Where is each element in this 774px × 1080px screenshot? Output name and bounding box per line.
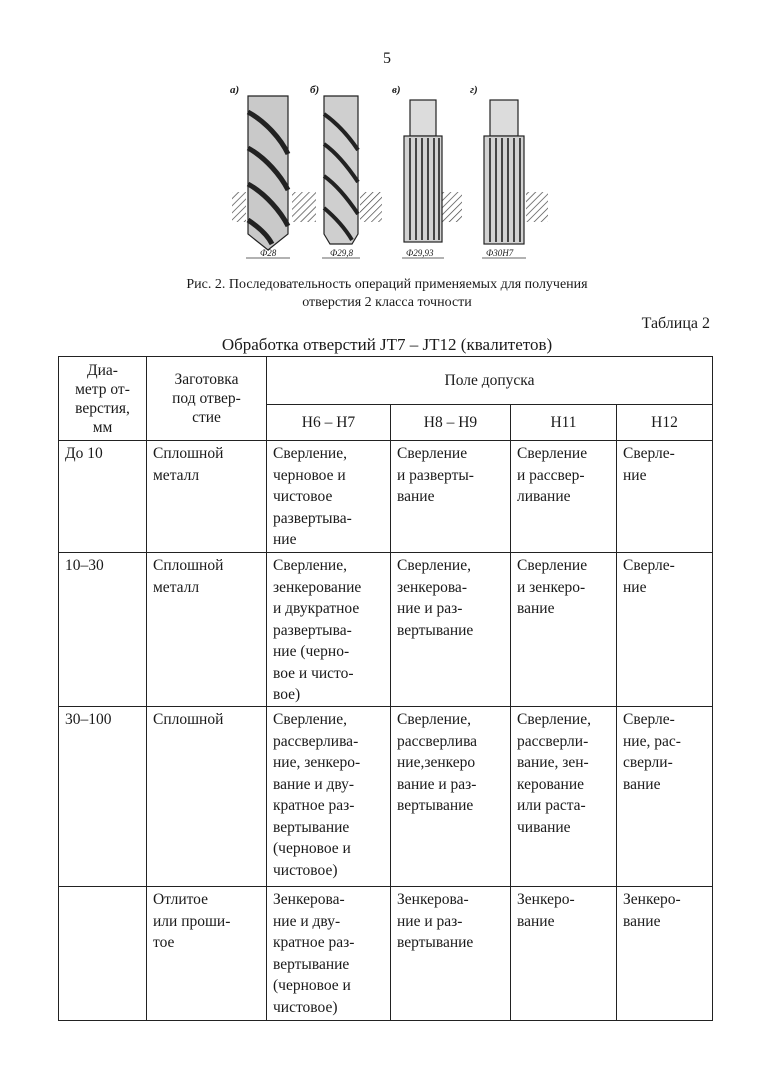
cell-line: чистовое xyxy=(273,488,333,505)
cell-diameter xyxy=(59,441,147,553)
cell-h8-h9 xyxy=(391,441,511,553)
cell-line: вание и дву- xyxy=(273,775,355,793)
header-line: стие xyxy=(192,409,221,426)
cell-line: развертыва- xyxy=(273,621,352,639)
figure-label-g: г) xyxy=(470,84,478,96)
cell-line: сверли- xyxy=(623,754,673,771)
cell-line: вание и раз- xyxy=(397,775,477,793)
header-tolerance-field: Поле допуска xyxy=(267,357,713,405)
cell-line: черновое и xyxy=(273,466,346,484)
cell-h11 xyxy=(511,553,617,707)
cell-line: вертывание xyxy=(273,818,350,836)
cell-line: зенкерова- xyxy=(397,578,467,596)
header-blank xyxy=(147,357,267,441)
cell-line: тое xyxy=(153,934,175,951)
cell-line: или раста- xyxy=(517,797,586,814)
cell-line: ние и раз- xyxy=(397,912,463,930)
header-grade: Н11 xyxy=(511,405,617,441)
cell-line: вание xyxy=(397,488,435,505)
dimension-label: Ф29,8 xyxy=(330,248,353,258)
cell-h12 xyxy=(617,553,713,707)
cell-line: вание xyxy=(517,600,555,617)
twist-drill xyxy=(248,96,288,250)
cell-h12 xyxy=(617,707,713,887)
cell-h6-h7 xyxy=(267,441,391,553)
cell-line: Сверле- xyxy=(623,711,675,728)
header-diameter xyxy=(59,357,147,441)
cell-line: Зенкерова- xyxy=(273,891,345,908)
caption-line: Рис. 2. Последовательность операций применяемых для получения xyxy=(186,277,588,292)
header-line: мм xyxy=(92,418,113,436)
cell-line: вертывание xyxy=(397,934,474,951)
cell-blank xyxy=(147,887,267,1021)
cell-line: рассверли- xyxy=(517,732,589,750)
tools-illustration xyxy=(226,84,556,274)
cell-diameter xyxy=(59,553,147,707)
cell-line: ние и раз- xyxy=(397,600,463,617)
header-grade: Н6 – Н7 xyxy=(267,405,391,441)
cell-h6-h7 xyxy=(267,707,391,887)
cell-line: Отлитое xyxy=(153,891,208,908)
cell-line: Сверление, xyxy=(273,557,347,574)
cell-line: зенкерование xyxy=(273,578,362,596)
figure-label-v: в) xyxy=(392,84,401,96)
cell-line: вание, зен- xyxy=(517,754,589,771)
cell-line: рассверлива xyxy=(397,732,478,750)
cell-line: До 10 xyxy=(65,445,103,462)
header-line: Диа- xyxy=(87,361,118,379)
cell-line: ние,зенкеро xyxy=(397,754,476,771)
cell-line: чистовое) xyxy=(273,998,338,1016)
cell-line: вертывание xyxy=(397,621,474,639)
page-number: 5 xyxy=(383,50,391,67)
cell-line: Сверление xyxy=(397,445,468,462)
cell-h6-h7 xyxy=(267,887,391,1021)
table-title: Обработка отверстий JT7 – JT12 (квалитетов) xyxy=(221,335,553,354)
cell-line: и зенкеро- xyxy=(517,578,586,596)
cell-line: Сверление, xyxy=(517,711,591,728)
cell-line: вое и чисто- xyxy=(273,664,354,682)
cell-line: вание xyxy=(517,912,555,930)
cell-h12 xyxy=(617,887,713,1021)
cell-blank xyxy=(147,707,267,887)
cell-line: керование xyxy=(517,775,584,793)
cell-h8-h9 xyxy=(391,887,511,1021)
table-row xyxy=(59,887,713,1021)
cell-h11 xyxy=(511,707,617,887)
header-grade: Н12 xyxy=(617,405,713,441)
cell-line: Сверление, xyxy=(397,557,471,574)
cell-line: вание xyxy=(623,775,661,793)
cell-line: чивание xyxy=(517,818,571,836)
cell-line: Зенкеро- xyxy=(623,891,681,908)
cell-line: Зенкеро- xyxy=(517,891,575,908)
cell-line: 10–30 xyxy=(65,557,104,574)
cell-diameter xyxy=(59,887,147,1021)
finish-reamer xyxy=(484,100,524,244)
cell-line: ние (черно- xyxy=(273,643,350,660)
cell-line: вое) xyxy=(273,686,301,703)
cell-line: Зенкерова- xyxy=(397,891,469,908)
cell-line: вание xyxy=(623,912,661,930)
cell-line: чистовое) xyxy=(273,861,338,879)
cell-line: металл xyxy=(153,578,200,596)
dimension-label: Ф28 xyxy=(260,248,277,258)
dimension-label: Ф29,93 xyxy=(406,248,434,258)
cell-line: или проши- xyxy=(153,912,231,930)
cell-line: (черновое и xyxy=(273,840,351,857)
cell-h6-h7 xyxy=(267,553,391,707)
cell-line: Сверление, xyxy=(397,711,471,728)
figure-label-a: а) xyxy=(230,84,240,96)
cell-line: ние xyxy=(273,531,297,548)
rough-reamer xyxy=(404,100,442,242)
cell-blank xyxy=(147,553,267,707)
cell-h11 xyxy=(511,441,617,553)
cell-line: кратное раз- xyxy=(273,934,355,951)
cell-line: ние, рас- xyxy=(623,732,681,750)
cell-line: и двукратное xyxy=(273,600,360,617)
cell-h8-h9 xyxy=(391,707,511,887)
figure-label-b: б) xyxy=(310,84,320,96)
table-row xyxy=(59,707,713,887)
cell-h12 xyxy=(617,441,713,553)
cell-line: 30–100 xyxy=(65,711,112,728)
cell-line: Сплошной xyxy=(153,557,224,574)
cell-line: Сверление, xyxy=(273,711,347,728)
cell-line: ние и дву- xyxy=(273,912,341,930)
header-line: Заготовка xyxy=(174,371,239,388)
cell-line: Сплошной xyxy=(153,445,224,462)
cell-line: Сверление xyxy=(517,445,588,462)
dimension-label: Ф30Н7 xyxy=(486,248,514,258)
cell-line: металл xyxy=(153,466,200,484)
cell-line: кратное раз- xyxy=(273,797,355,814)
header-line: под отвер- xyxy=(172,390,241,407)
caption-line: отверстия 2 класса точности xyxy=(302,295,472,310)
header-line: метр от- xyxy=(75,380,130,398)
cell-line: Сверление, xyxy=(273,445,347,462)
tolerance-table xyxy=(58,356,713,1021)
table-row xyxy=(59,441,713,553)
tools-figure xyxy=(226,84,556,274)
cell-line: ние xyxy=(623,578,647,596)
cell-line: ливание xyxy=(517,488,571,505)
cell-line: Сверление xyxy=(517,557,588,574)
cell-line: вертывание xyxy=(273,955,350,973)
cell-line: ние, зенкеро- xyxy=(273,754,361,771)
header-grade: Н8 – Н9 xyxy=(391,405,511,441)
table-row xyxy=(59,553,713,707)
cell-line: рассверлива- xyxy=(273,732,359,750)
cell-diameter xyxy=(59,707,147,887)
figure-caption xyxy=(120,276,654,312)
cell-h8-h9 xyxy=(391,553,511,707)
cell-h11 xyxy=(511,887,617,1021)
cell-line: Сплошной xyxy=(153,711,224,728)
cell-line: и разверты- xyxy=(397,466,474,484)
header-line: верстия, xyxy=(75,399,130,417)
cell-line: ние xyxy=(623,466,647,484)
table-label: Таблица 2 xyxy=(641,315,710,332)
cell-line: Сверле- xyxy=(623,445,675,462)
cell-blank xyxy=(147,441,267,553)
cell-line: Сверле- xyxy=(623,557,675,574)
cell-line: (черновое и xyxy=(273,977,351,994)
cell-line: и рассвер- xyxy=(517,466,585,484)
cell-line: вертывание xyxy=(397,797,474,814)
cell-line: развертыва- xyxy=(273,509,352,527)
core-drill xyxy=(324,96,358,244)
